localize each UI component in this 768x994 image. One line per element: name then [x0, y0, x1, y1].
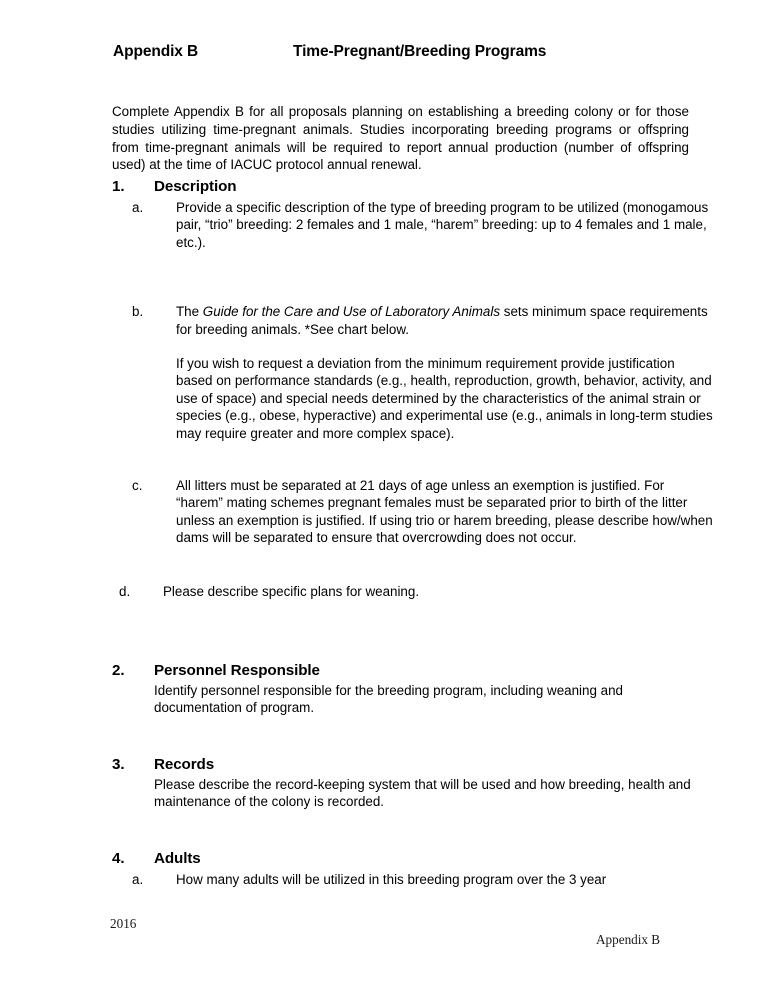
- section-1-number: 1.: [112, 178, 125, 195]
- item-1d: [119, 583, 713, 600]
- item-1b: [133, 303, 713, 338]
- section-3-title: [112, 756, 713, 773]
- item-1a-text: Provide a specific description of the type of breeding program to be utilized (monogamous pair, “trio” breeding: 2 females and 1 male, “harem” breeding: up to 4 females and 1 male, etc.).: [176, 200, 709, 250]
- item-1c: [133, 477, 713, 547]
- section-3-label: Records: [154, 756, 215, 773]
- item-4a: [133, 871, 713, 888]
- item-1b-marker: b.: [132, 304, 144, 320]
- item-1c-text: All litters must be separated at 21 days of age unless an exemption is justified. For “harem” mating schemes pregnant females must be separated prior to birth of the litter unless an exemption is justified. If using trio or harem breeding, please describe how/when dams will be separated to ensure that overcrowding does not occur.: [176, 478, 713, 546]
- intro-paragraph: Complete Appendix B for all proposals planning on establishing a breeding colony or for those studies utilizing time-pregnant animals. Studies incorporating breeding programs or offspring from time-pregnant animals will be required to report annual production (number of offspring used) at the time of IACUC protocol annual renewal.: [112, 104, 689, 173]
- section-records: [112, 756, 713, 811]
- section-1-label: Description: [154, 178, 237, 195]
- section-3-number: 3.: [112, 756, 125, 773]
- section-2-number: 2.: [112, 662, 125, 679]
- header-appendix-label: Appendix B: [113, 43, 199, 60]
- item-1b-book-title: Guide for the Care and Use of Laboratory Animals: [202, 304, 501, 320]
- section-2-body: Identify personnel responsible for the breeding program, including weaning and documentation of program.: [154, 683, 623, 716]
- document-header: [113, 43, 693, 61]
- item-1c-marker: c.: [132, 478, 143, 494]
- section-4-title: [112, 850, 713, 867]
- item-1b-continuation: If you wish to request a deviation from the minimum requirement provide justification based on performance standards (e.g., health, reproduction, growth, behavior, activity, and use of space) and special needs determined by the characteristics of the animal strain or species (e.g., obese, hyperactive) and experimental use (e.g., animals in long-term studies may require greater and more complex space).: [176, 356, 713, 441]
- section-2-title: [112, 662, 713, 679]
- item-1d-text: Please describe specific plans for weaning.: [163, 583, 420, 599]
- section-2-label: Personnel Responsible: [154, 662, 320, 679]
- section-personnel: [112, 662, 713, 717]
- header-title: Time-Pregnant/Breeding Programs: [293, 43, 547, 60]
- footer-year: 2016: [110, 916, 137, 931]
- item-4a-text: How many adults will be utilized in this breeding program over the 3 year: [176, 872, 607, 887]
- footer-appendix-label: Appendix B: [596, 932, 661, 947]
- item-1a-marker: a.: [132, 200, 144, 215]
- section-4-label: Adults: [154, 850, 201, 867]
- item-1b-text-pre: The: [176, 304, 203, 320]
- section-1-title: [112, 178, 713, 195]
- section-4-number: 4.: [112, 850, 125, 867]
- item-1d-marker: d.: [119, 583, 131, 599]
- item-4a-marker: a.: [132, 872, 144, 887]
- section-3-body: Please describe the record-keeping system that will be used and how breeding, health and maintenance of the colony is recorded.: [154, 777, 691, 810]
- section-adults: [112, 850, 713, 888]
- item-1a: [133, 199, 713, 251]
- section-description: [112, 178, 713, 600]
- item-1b-text-post: sets minimum space requirements for breeding animals. *See chart below.: [176, 304, 708, 337]
